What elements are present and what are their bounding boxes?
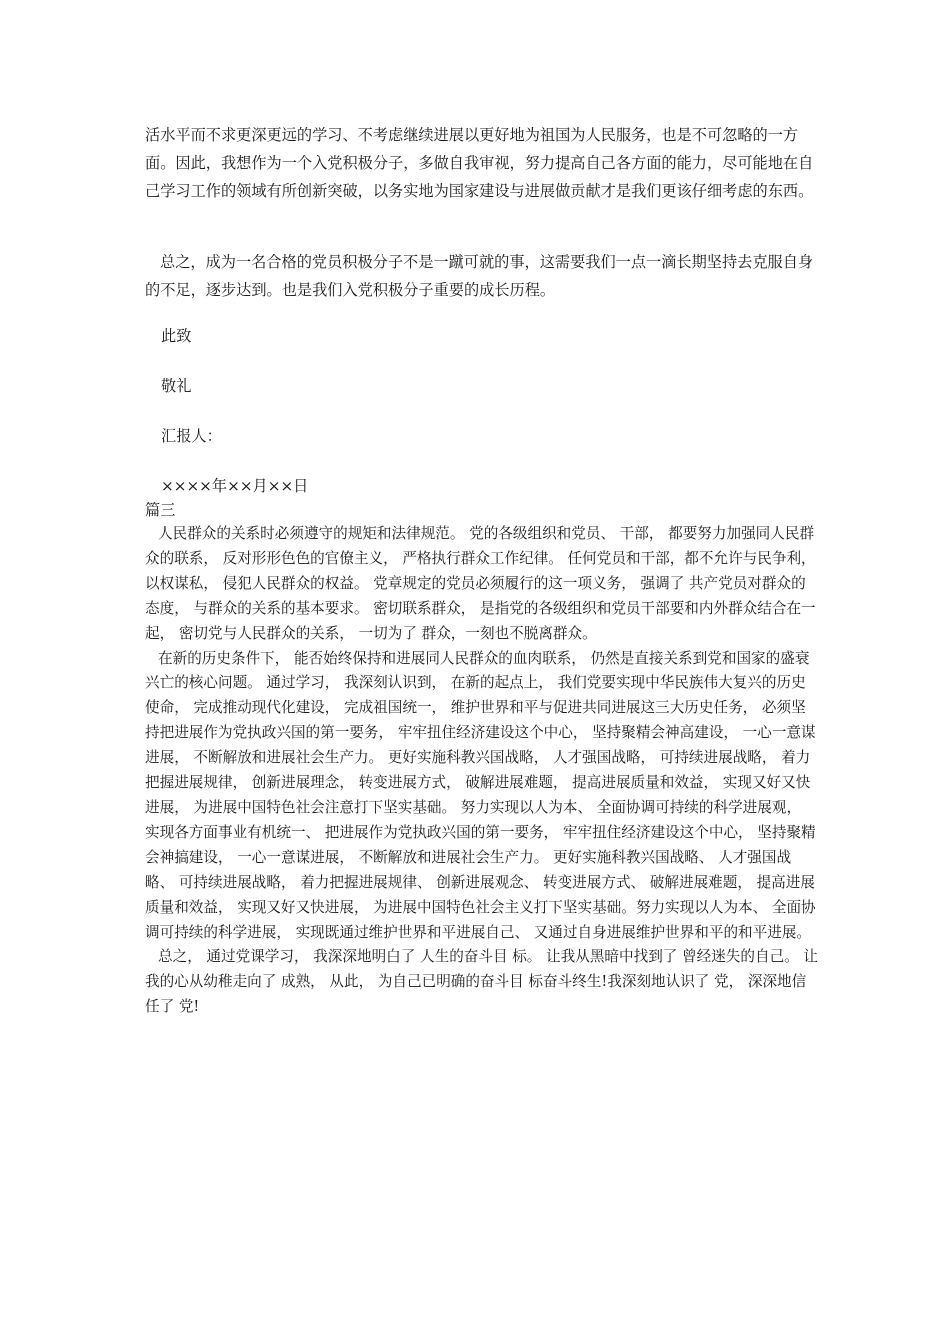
summary-paragraph: 总之，成为一名合格的党员积极分子不是一蹴可就的事，这需要我们一点一滴长期坚持去克服自身的不足，逐步达到。也是我们入党积极分子重要的成长历程。 xyxy=(145,253,814,299)
section-body xyxy=(145,522,820,1020)
section-paragraph: 总之， 通过党课学习， 我深深地明白了 人生的奋斗目 标。 让我从黑暗中找到了 曾经迷失的自己。 让我的心从幼稚走向了 成熟， 从此， 为自己已明确的奋斗目 标奋斗终生!我深刻地认识了 党， 深深地信任了 党! xyxy=(145,948,819,1016)
continued-paragraph: 活水平而不求更深更远的学习、不考虑继续进展以更好地为祖国为人民服务，也是不可忽略的一方面。因此，我想作为一个入党积极分子，多做自我审视，努力提高自己各方面的能力，尽可能地在自己学习工作的领域有所创新突破，以务实地为国家建设与进展做贡献才是我们更该仔细考虑的东西。 xyxy=(145,126,814,200)
report-date: ××××年××月××日 xyxy=(161,477,309,495)
section-title: 篇三 xyxy=(145,501,176,519)
section-paragraph: 在新的历史条件下， 能否始终保持和进展同人民群众的血肉联系， 仍然是直接关系到党和国家的盛衰兴亡的核心问题。 通过学习， 我深刻认识到， 在新的起点上， 我们党要实现中华民族伟大复兴的历史使命， 完成推动现代化建设， 完成祖国统一， 维护世界和平与促进共同进展这三大历史任务， 必须坚持把进展作为党执政兴国的第一要务， 牢牢扭住经济建设这个中心， 坚持聚精会神高建设， 一心一意谋进展， 不断解放和进展社会生产力。 更好实施科教兴国战略， 人才强国战略， 可持续进展战略， 着力把握进展规律， 创新进展理念， 转变进展方式， 破解进展难题， 提高进展质量和效益， 实现又好又快进展， 为进展中国特色社会注意打下坚实基础。 努力实现以人为本、 全面协调可持续的科学进展观， 实现各方面事业有机统一、 把进展作为党执政兴国的第一要务， 牢牢扭住经济建设这个中心， 坚持聚精会神搞建设， 一心一意谋进展， 不断解放和进展社会生产力。 更好实施科教兴国战略、 人才强国战略、 可持续进展战略， 着力把握进展规律、 创新进展观念、 转变进展方式、 破解进展难题， 提高进展质量和效益， 实现又好又快进展， 为进展中国特色社会主义打下坚实基础。努力实现以人为本、 全面协调可持续的科学进展， 实现既通过维护世界和平进展自己、 又通过自身进展维护世界和平的和平进展。 xyxy=(145,649,816,941)
closing-respect: 敬礼 xyxy=(161,377,192,395)
section-paragraph: 人民群众的关系时必须遵守的规矩和法律规范。 党的各级组织和党员、 干部， 都要努力加强同人民群众的联系， 反对形形色色的官僚主义， 严格执行群众工作纪律。 任何党员和干部，都不允许与民争利， 以权谋私， 侵犯人民群众的权益。 党章规定的党员必须履行的这一项义务， 强调了 共产党员对群众的态度， 与群众的关系的基本要求。 密切联系群众， 是指党的各级组织和党员干部要和内外群众结合在一起， 密切党与人民群众的关系， 一切为了 群众，一刻也不脱离群众。 xyxy=(145,525,816,642)
closing-salutation: 此致 xyxy=(161,327,192,345)
reporter-label: 汇报人： xyxy=(161,427,222,445)
